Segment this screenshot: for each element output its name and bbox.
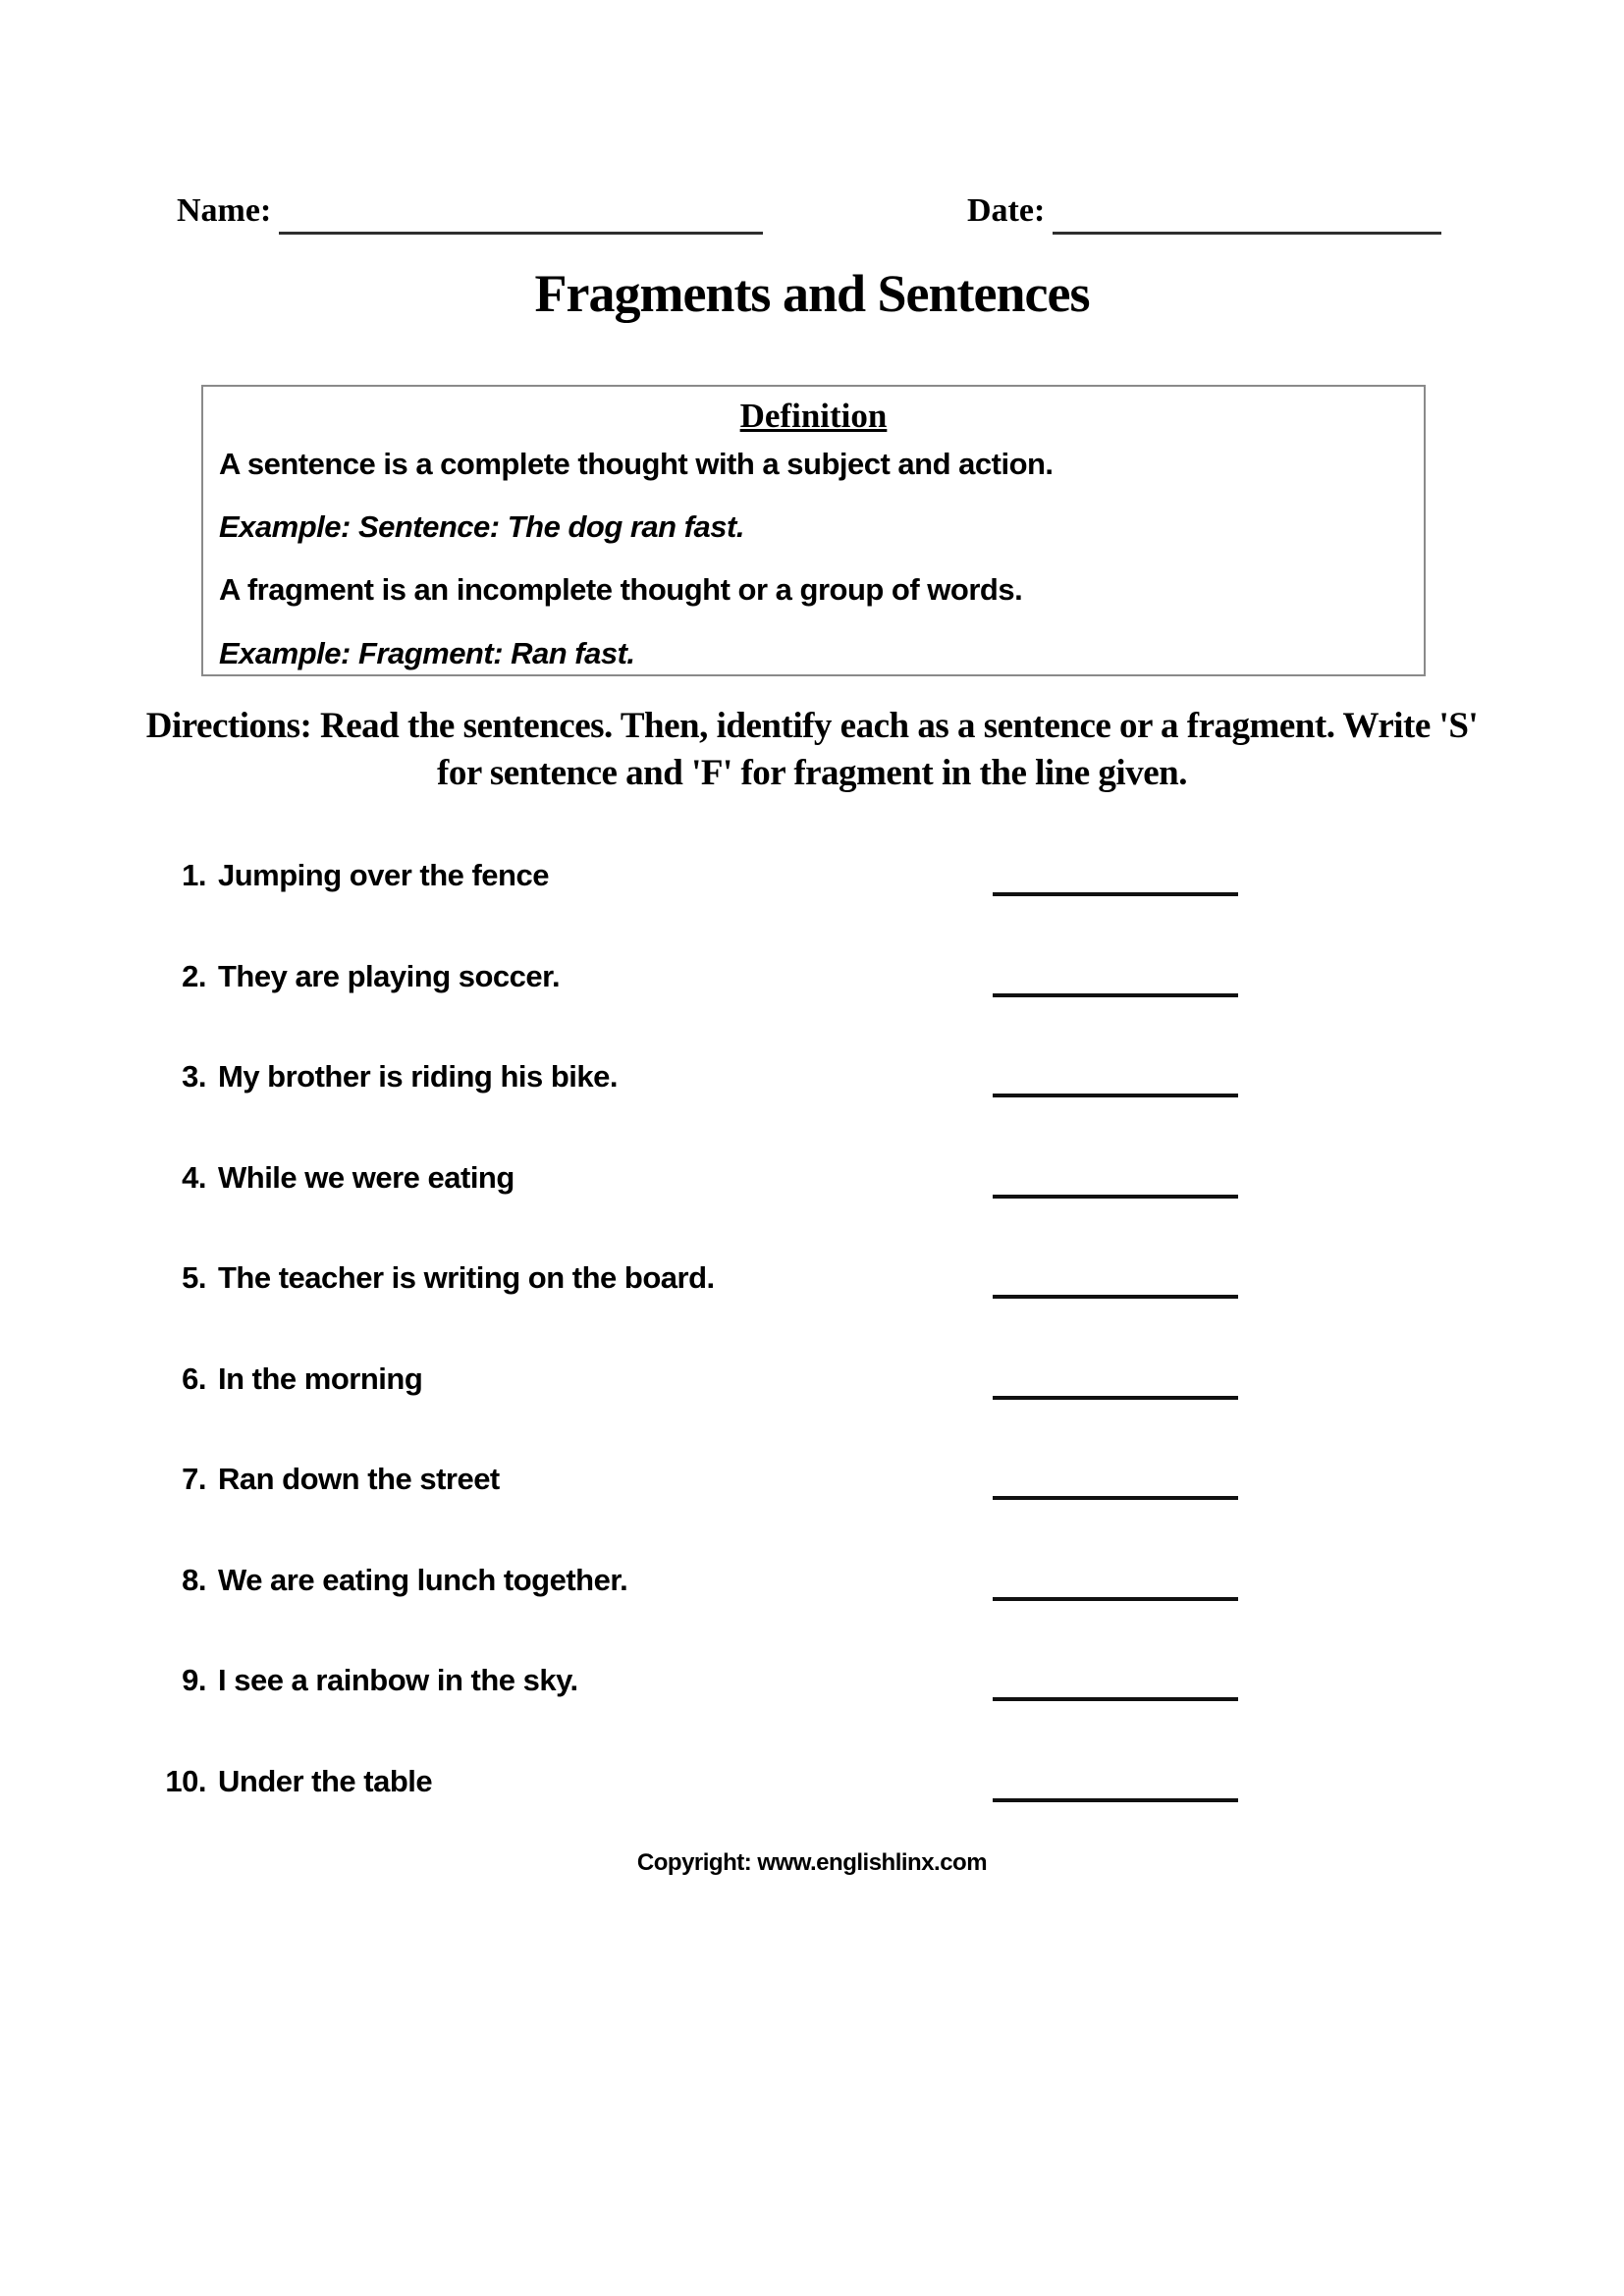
date-label: Date: — [967, 192, 1046, 229]
question-number: 3. — [182, 1059, 206, 1094]
answer-blank-line — [993, 1380, 1238, 1400]
page-title: Fragments and Sentences — [534, 264, 1090, 323]
question-number: 10. — [165, 1764, 206, 1798]
directions-text: Directions: Read the sentences. Then, identify each as a sentence or a fragment. Write 'S' for sentence and 'F' for fragment in the line given. — [145, 706, 1479, 794]
question-number: 2. — [182, 959, 206, 993]
answer-blank-line — [993, 877, 1238, 896]
definition-heading: Definition — [739, 397, 888, 435]
definition-line: A fragment is an incomplete thought or a group of words. — [219, 572, 1023, 608]
question-text: Jumping over the fence — [218, 858, 549, 892]
answer-blank-line — [993, 1078, 1238, 1097]
question-number: 1. — [182, 858, 206, 892]
answer-blank-line — [993, 1480, 1238, 1500]
name-blank-line — [279, 205, 763, 235]
copyright-text: Copyright: www.englishlinx.com — [636, 1849, 988, 1876]
question-row — [155, 1154, 1238, 1200]
question-row — [155, 1456, 1238, 1501]
question-number: 6. — [182, 1362, 206, 1396]
answer-blank-line — [993, 1581, 1238, 1601]
question-text: In the morning — [218, 1362, 423, 1396]
question-text: The teacher is writing on the board. — [218, 1260, 715, 1295]
question-number: 4. — [182, 1160, 206, 1195]
name-field — [177, 192, 763, 229]
question-row — [155, 1657, 1238, 1702]
answer-blank-line — [993, 978, 1238, 997]
question-row — [155, 1356, 1238, 1401]
definition-line: A sentence is a complete thought with a subject and action. — [219, 447, 1054, 481]
question-row — [155, 852, 1238, 897]
question-row — [155, 1557, 1238, 1602]
answer-blank-line — [993, 1279, 1238, 1299]
answer-blank-line — [993, 1179, 1238, 1199]
question-row — [155, 953, 1238, 998]
date-blank-line — [1053, 205, 1441, 235]
answer-blank-line — [993, 1682, 1238, 1701]
question-text: My brother is riding his bike. — [218, 1059, 619, 1094]
name-label: Name: — [177, 192, 272, 229]
question-text: Under the table — [218, 1764, 433, 1798]
definition-box — [201, 385, 1426, 676]
question-text: While we were eating — [218, 1160, 514, 1195]
question-number: 7. — [182, 1462, 206, 1496]
definition-example-line: Example: Fragment: Ran fast. — [219, 635, 635, 670]
question-number: 8. — [182, 1563, 206, 1597]
question-text: Ran down the street — [218, 1462, 500, 1496]
definition-example-line: Example: Sentence: The dog ran fast. — [219, 509, 744, 545]
question-row — [155, 1053, 1238, 1098]
date-field — [967, 192, 1441, 229]
question-row — [155, 1758, 1238, 1803]
question-number: 5. — [182, 1260, 206, 1295]
question-text: We are eating lunch together. — [218, 1563, 628, 1597]
question-text: I see a rainbow in the sky. — [218, 1663, 578, 1697]
question-number: 9. — [182, 1663, 206, 1697]
answer-blank-line — [993, 1783, 1238, 1802]
question-row — [155, 1255, 1238, 1300]
question-text: They are playing soccer. — [218, 959, 561, 993]
